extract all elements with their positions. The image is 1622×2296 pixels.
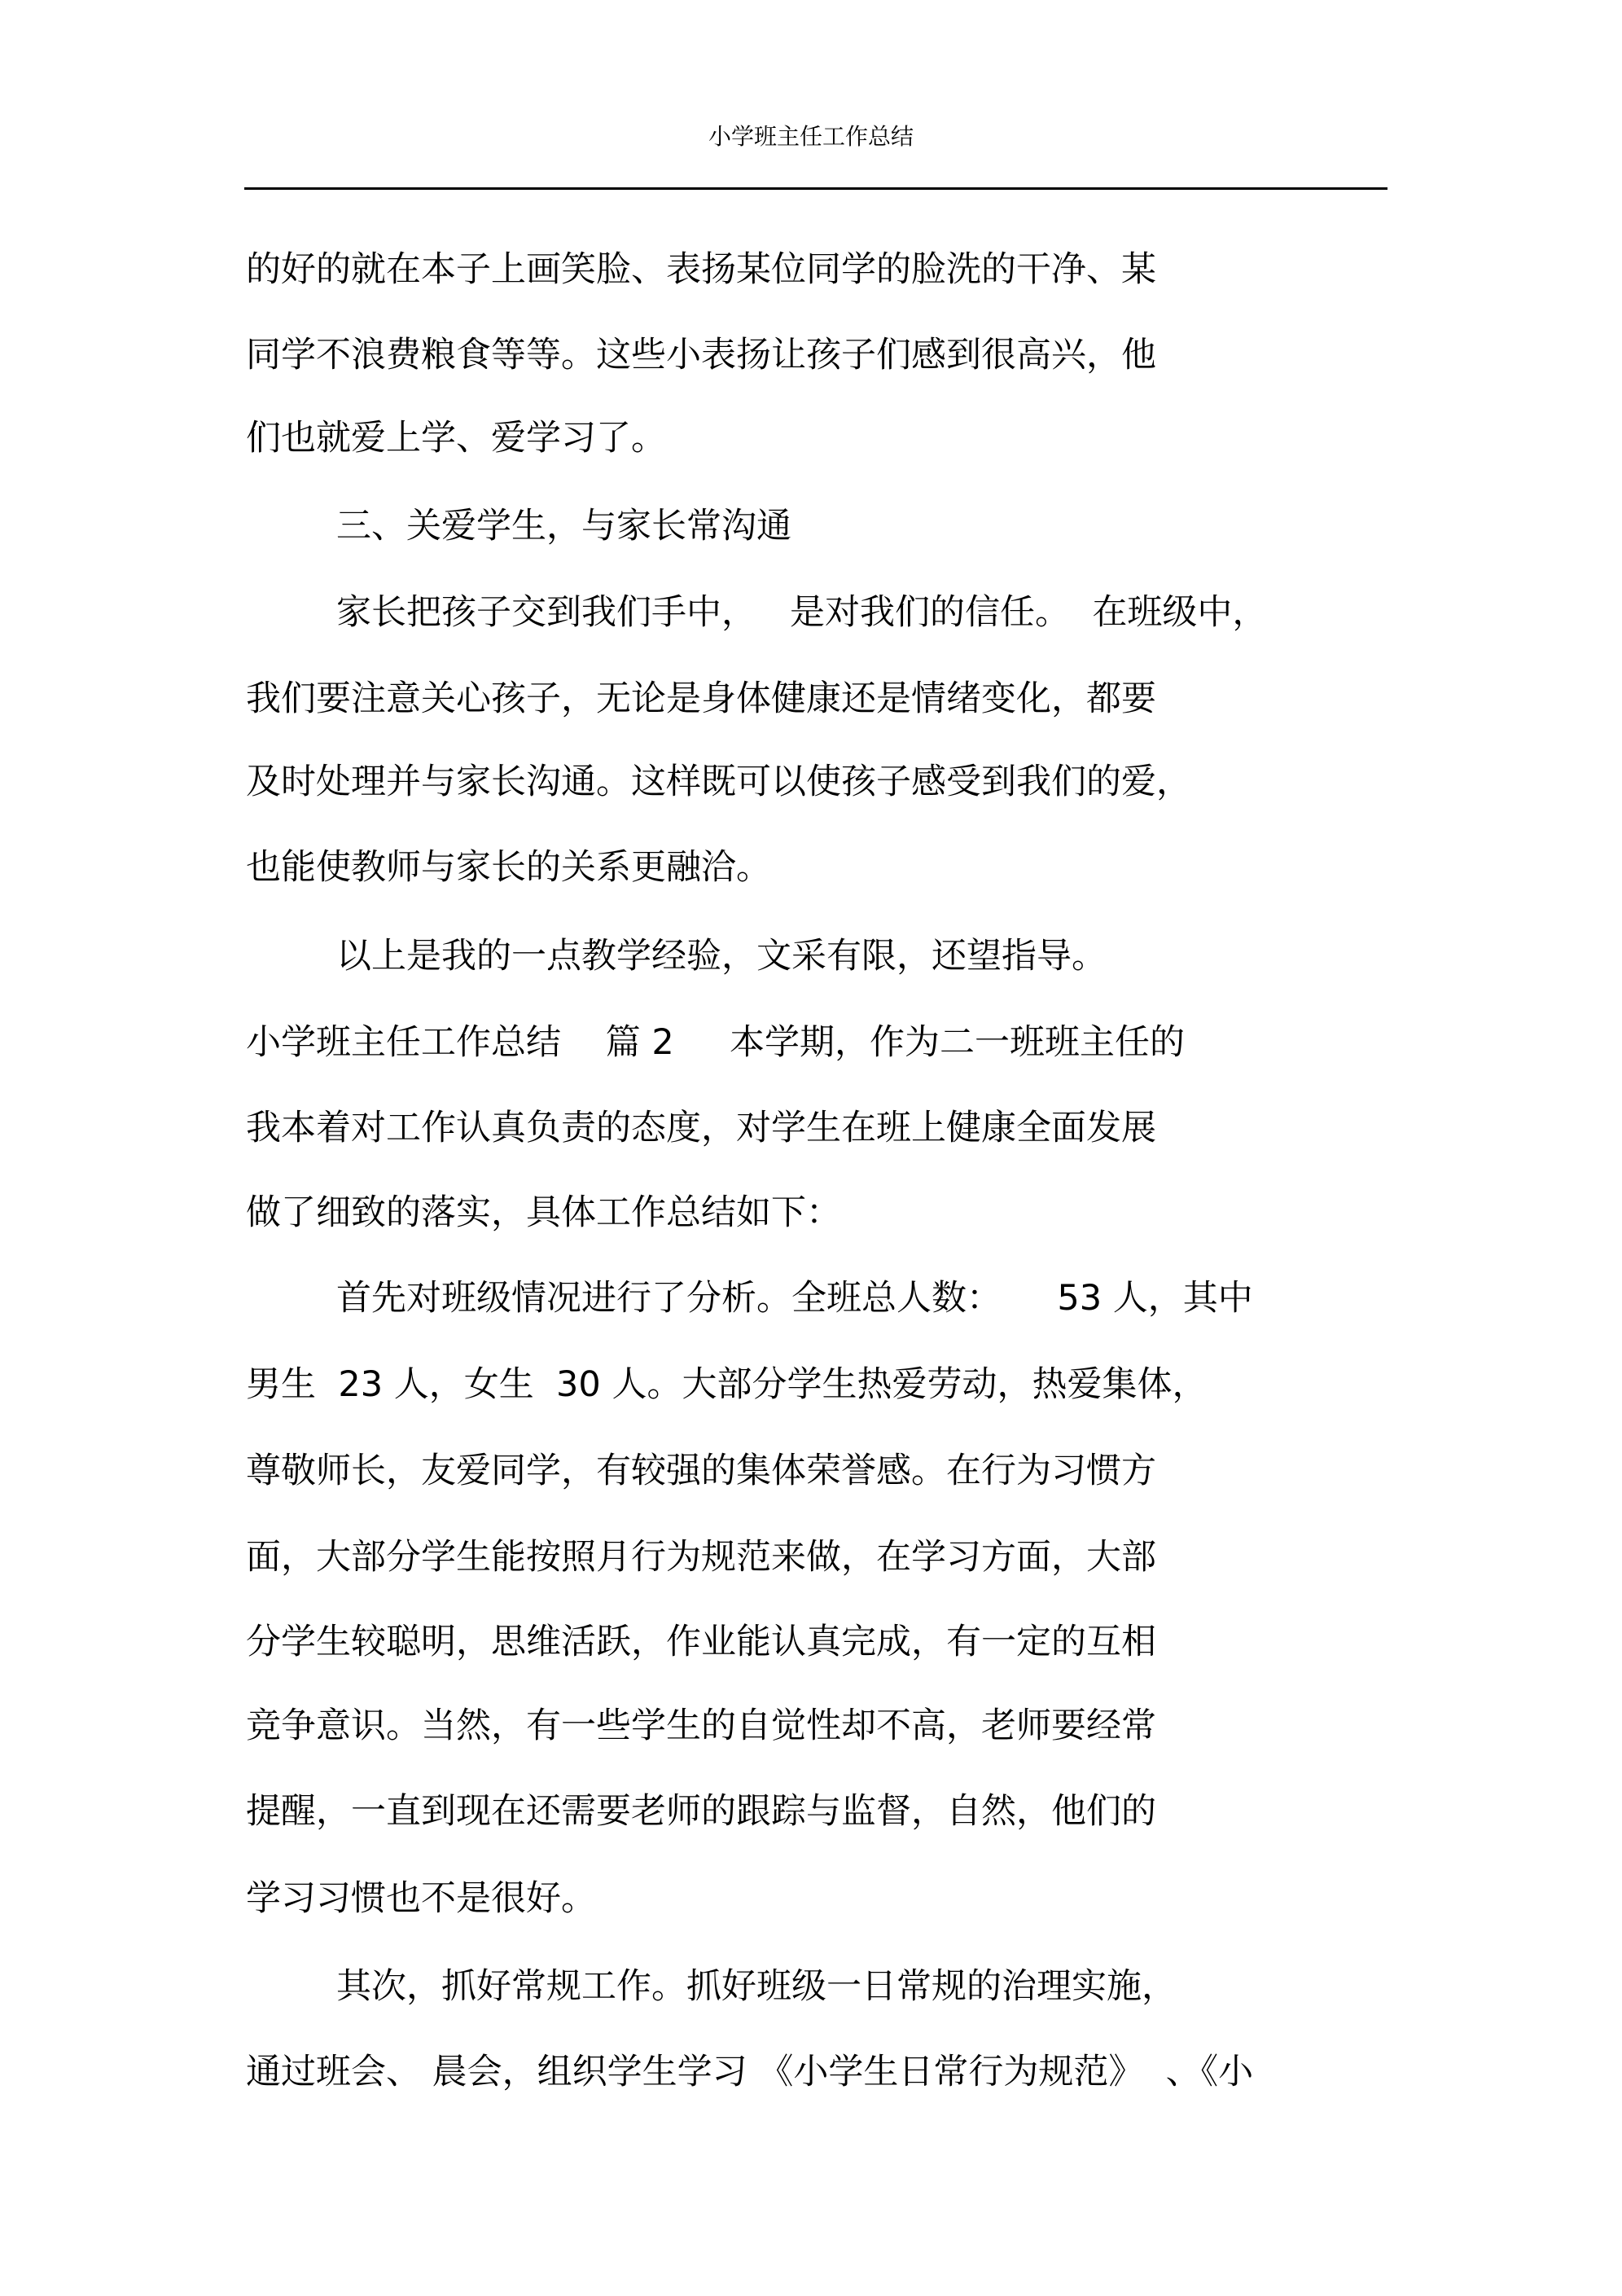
text-line: 的好的就在本子上画笑脸、表扬某位同学的脸洗的干净、某	[246, 249, 1156, 290]
text-line: 同学不浪费粮食等等。这些小表扬让孩子们感到很高兴，他	[246, 335, 1156, 375]
text-line: 家长把孩子交到我们手中， 是对我们的信任。 在班级中，	[336, 592, 1268, 633]
text-line: 学习习惯也不是很好。	[246, 1878, 596, 1919]
text-line: 提醒，一直到现在还需要老师的跟踪与监督，自然，他们的	[246, 1791, 1156, 1832]
text-line: 做了细致的落实，具体工作总结如下：	[246, 1192, 841, 1233]
text-line: 们也就爱上学、爱学习了。	[246, 418, 666, 459]
section-heading: 三、关爱学生，与家长常沟通	[336, 506, 791, 547]
text-line: 面，大部分学生能按照月行为规范来做，在学习方面，大部	[246, 1537, 1156, 1578]
text-line: 也能使教师与家长的关系更融洽。	[246, 847, 771, 888]
text-line: 及时处理并与家长沟通。这样既可以使孩子感受到我们的爱，	[246, 762, 1191, 802]
text-line: 以上是我的一点教学经验，文采有限，还望指导。	[336, 936, 1107, 977]
text-line: 首先对班级情况进行了分析。全班总人数： 53 人，其中	[336, 1278, 1253, 1319]
text-line: 我们要注意关心孩子，无论是身体健康还是情绪变化，都要	[246, 678, 1156, 719]
text-line: 尊敬师长，友爱同学，有较强的集体荣誉感。在行为习惯方	[246, 1451, 1156, 1491]
text-line: 通过班会、 晨会，组织学生学习 《小学生日常行为规范》 、《小	[246, 2052, 1254, 2092]
page-header-title: 小学班主任工作总结	[708, 123, 914, 150]
text-line: 男生 23 人，女生 30 人。大部分学生热爱劳动，热爱集体，	[246, 1364, 1208, 1405]
article-title-line: 小学班主任工作总结 篇 2 本学期，作为二一班班主任的	[246, 1022, 1186, 1063]
text-line: 其次，抓好常规工作。抓好班级一日常规的治理实施，	[336, 1966, 1177, 2007]
text-line: 分学生较聪明，思维活跃，作业能认真完成，有一定的互相	[246, 1622, 1156, 1662]
text-line: 我本着对工作认真负责的态度，对学生在班上健康全面发展	[246, 1108, 1156, 1148]
header-divider	[244, 187, 1387, 190]
text-line: 竞争意识。当然，有一些学生的自觉性却不高，老师要经常	[246, 1706, 1156, 1746]
